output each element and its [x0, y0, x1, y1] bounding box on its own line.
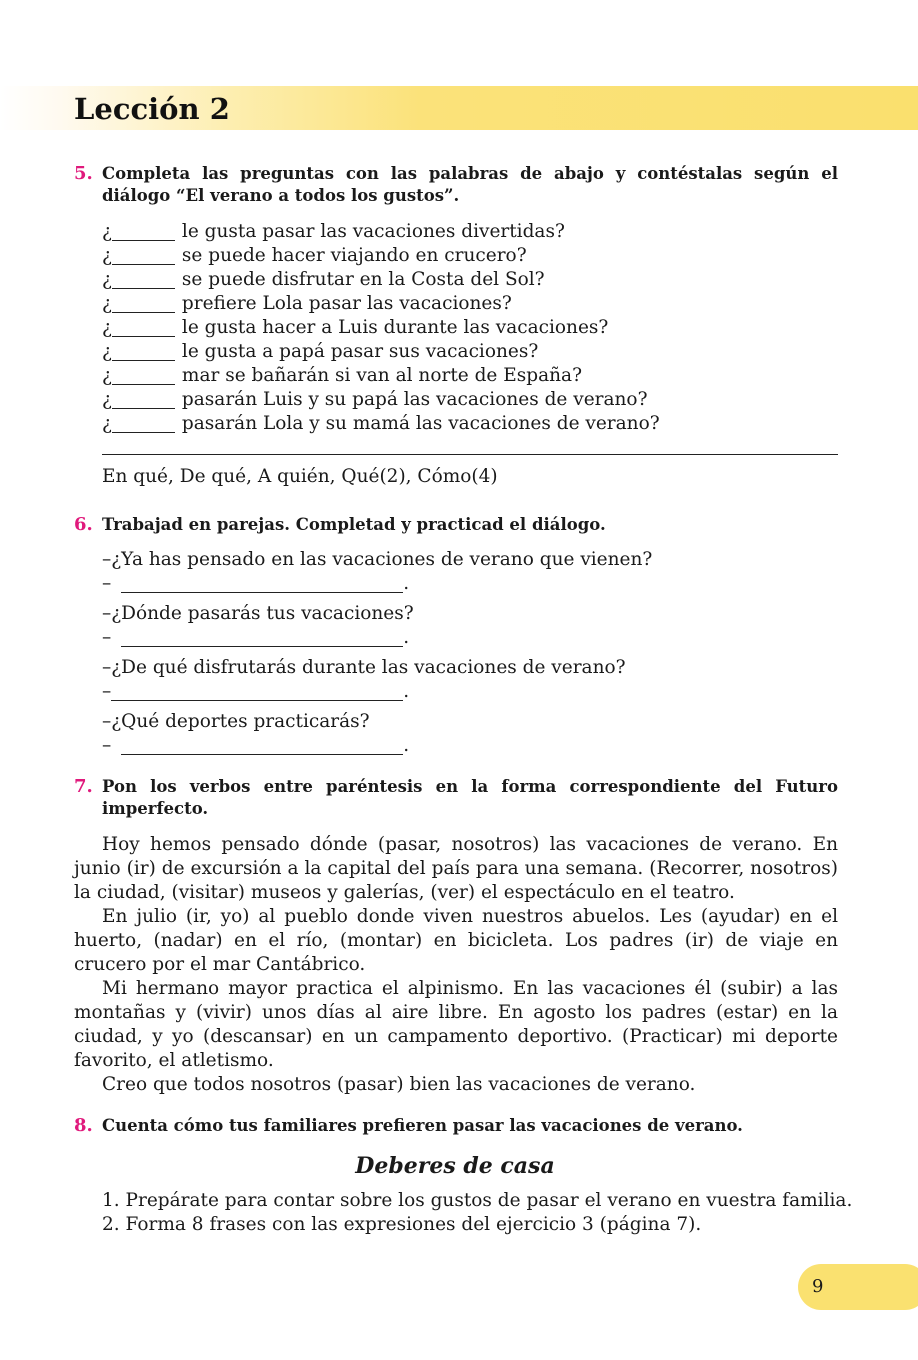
homework-list [102, 1189, 853, 1237]
exercise-number: 5. [74, 163, 93, 184]
paragraph: Creo que todos nosotros (pasar) bien las vacaciones de verano. [102, 1074, 696, 1095]
dash: – [102, 573, 112, 594]
answer-blank[interactable] [112, 366, 175, 385]
question-text: le gusta pasar las vacaciones divertidas? [181, 221, 565, 242]
question-list [102, 220, 838, 436]
dash: – [102, 735, 112, 756]
question-line [102, 292, 838, 316]
question-mark: ¿ [102, 341, 112, 362]
answer-blank[interactable] [121, 628, 403, 647]
homework-item: 1. Prepárate para contar sobre los gustos de pasar el verano en vuestra familia. [102, 1190, 853, 1211]
dialogue [102, 548, 838, 758]
answer-blank[interactable] [112, 270, 175, 289]
question-text: mar se bañarán si van al norte de España? [181, 365, 582, 386]
answer-blank[interactable] [112, 342, 175, 361]
exercise-number: 7. [74, 776, 93, 797]
answer-blank[interactable] [111, 682, 403, 701]
question-text: se puede hacer viajando en crucero? [181, 245, 527, 266]
divider [102, 454, 838, 455]
dialogue-question: –¿Ya has pensado en las vacaciones de verano que vienen? [102, 549, 653, 570]
answer-blank[interactable] [112, 414, 175, 433]
exercise-7 [74, 776, 838, 820]
dialogue-answer-line [102, 572, 838, 596]
dialogue-answer-line [102, 626, 838, 650]
paragraph: Mi hermano mayor practica el alpinismo. En las vacaciones él (subir) a las montañas y (vivir) unos días al aire libre. En agosto los padres (estar) en la ciudad, y yo (descansar) en un campamento deportivo. (Practicar) mi deporte favorito, el atletismo. [74, 978, 838, 1071]
question-text: prefiere Lola pasar las vacaciones? [181, 293, 512, 314]
answer-blank[interactable] [112, 318, 175, 337]
dialogue-question: –¿Dónde pasarás tus vacaciones? [102, 603, 414, 624]
dash: – [102, 681, 112, 702]
question-mark: ¿ [102, 245, 112, 266]
exercise-number: 6. [74, 514, 93, 535]
question-line [102, 220, 838, 244]
answer-blank[interactable] [112, 246, 175, 265]
question-mark: ¿ [102, 269, 112, 290]
dialogue-question: –¿De qué disfrutarás durante las vacaciones de verano? [102, 657, 626, 678]
period: . [403, 681, 410, 702]
question-text: pasarán Lola y su mamá las vacaciones de verano? [181, 413, 660, 434]
answer-blank[interactable] [121, 736, 403, 755]
homework-item: 2. Forma 8 frases con las expresiones del ejercicio 3 (página 7). [102, 1214, 702, 1235]
exercise-5 [74, 163, 838, 489]
question-mark: ¿ [102, 389, 112, 410]
question-line [102, 244, 838, 268]
dash: – [102, 627, 112, 648]
exercise-instruction: Completa las preguntas con las palabras de abajo y contéstalas según el diálogo “El verano a todos los gustos”. [102, 164, 838, 205]
exercise-instruction: Cuenta cómo tus familiares prefieren pasar las vacaciones de verano. [102, 1116, 743, 1135]
question-line [102, 340, 838, 364]
page-number: 9 [812, 1276, 824, 1297]
paragraph: En julio (ir, yo) al pueblo donde viven nuestros abuelos. Les (ayudar) en el huerto, (nadar) en el río, (montar) en bicicleta. Los padres (ir) de viaje en crucero por el mar Cantábrico. [74, 906, 838, 975]
exercise-7-text [74, 833, 838, 1097]
answer-blank[interactable] [112, 390, 175, 409]
homework-title: Deberes de casa [355, 1153, 555, 1179]
question-text: pasarán Luis y su papá las vacaciones de verano? [181, 389, 648, 410]
question-text: le gusta a papá pasar sus vacaciones? [181, 341, 539, 362]
exercise-number: 8. [74, 1115, 93, 1136]
exercise-instruction: Pon los verbos entre paréntesis en la forma correspondiente del Futuro imperfecto. [102, 777, 838, 818]
question-mark: ¿ [102, 221, 112, 242]
period: . [403, 573, 410, 594]
lesson-title: Lección 2 [74, 92, 230, 126]
question-mark: ¿ [102, 293, 112, 314]
question-mark: ¿ [102, 365, 112, 386]
question-mark: ¿ [102, 317, 112, 338]
exercise-8 [74, 1115, 838, 1137]
question-text: se puede disfrutar en la Costa del Sol? [181, 269, 545, 290]
question-mark: ¿ [102, 413, 112, 434]
exercise-instruction: Trabajad en parejas. Completad y practicad el diálogo. [102, 515, 606, 534]
period: . [403, 735, 410, 756]
answer-blank[interactable] [121, 574, 403, 593]
question-line [102, 388, 838, 412]
answer-blank[interactable] [112, 294, 175, 313]
question-text: le gusta hacer a Luis durante las vacaciones? [181, 317, 609, 338]
question-line [102, 268, 838, 292]
dialogue-question: –¿Qué deportes practicarás? [102, 711, 370, 732]
question-line [102, 364, 838, 388]
period: . [403, 627, 410, 648]
question-line [102, 316, 838, 340]
exercise-6 [74, 514, 838, 764]
word-bank: En qué, De qué, A quién, Qué(2), Cómo(4) [102, 466, 498, 487]
question-line [102, 412, 838, 436]
dialogue-answer-line [102, 734, 838, 758]
paragraph: Hoy hemos pensado dónde (pasar, nosotros) las vacaciones de verano. En junio (ir) de excursión a la capital del país para una semana. (Recorrer, nosotros) la ciudad, (visitar) museos y galerías, (ver) el espectáculo en el teatro. [74, 834, 838, 903]
dialogue-answer-line [102, 680, 838, 704]
answer-blank[interactable] [112, 222, 175, 241]
